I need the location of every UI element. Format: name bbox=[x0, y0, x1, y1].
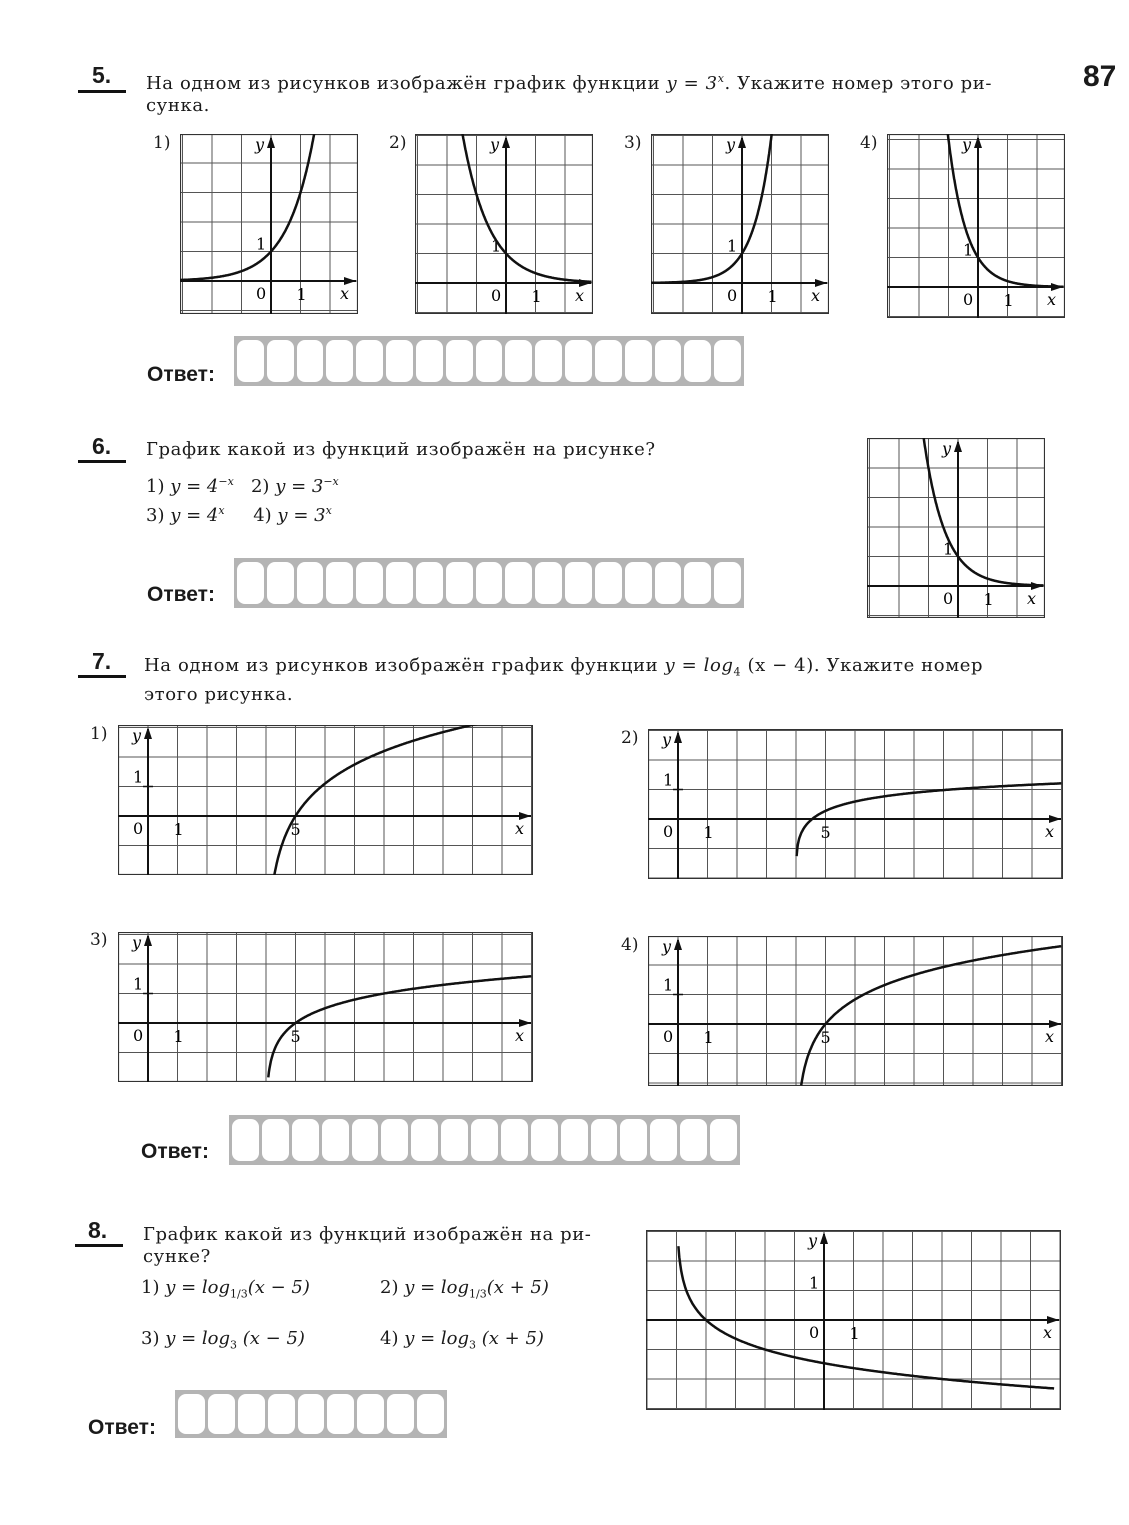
function-curve bbox=[678, 1246, 1054, 1388]
x-axis-label: x bbox=[515, 819, 525, 838]
task7-option-4-label: 4) bbox=[621, 935, 639, 955]
answer-cell[interactable] bbox=[326, 562, 353, 604]
answer-cell[interactable] bbox=[416, 340, 443, 382]
task5-number-underline bbox=[78, 90, 126, 93]
task5-graph-1 bbox=[180, 134, 358, 314]
x-one-label: 1 bbox=[296, 285, 307, 304]
answer-cell[interactable] bbox=[387, 1394, 414, 1434]
graph-frame bbox=[888, 135, 1065, 318]
function-curve bbox=[801, 946, 1061, 1085]
task8-option-2: 2) $y = \log_{1/3}(x + 5)$ bbox=[380, 1277, 549, 1301]
function-curve bbox=[274, 725, 481, 875]
task5-option-2-label: 2) bbox=[389, 133, 407, 153]
answer-cell[interactable] bbox=[650, 1119, 677, 1161]
y-arrow bbox=[144, 934, 152, 946]
task5-option-3-label: 3) bbox=[624, 133, 642, 153]
origin-label: 0 bbox=[663, 822, 674, 841]
task5-graph-2 bbox=[415, 134, 593, 314]
function-curve bbox=[948, 134, 1064, 287]
y-one-label: 1 bbox=[256, 234, 267, 254]
answer-cell[interactable] bbox=[446, 562, 473, 604]
y-axis-label: y bbox=[132, 933, 142, 952]
y-axis-label: y bbox=[942, 439, 952, 458]
x-one-label: 1 bbox=[173, 820, 184, 839]
answer-cell[interactable] bbox=[411, 1119, 438, 1161]
answer-cell[interactable] bbox=[655, 340, 682, 382]
answer-cell[interactable] bbox=[625, 340, 652, 382]
answer-cell[interactable] bbox=[714, 340, 741, 382]
answer-cell[interactable] bbox=[620, 1119, 647, 1161]
x-axis-label: x bbox=[1045, 822, 1055, 841]
y-axis-label: y bbox=[662, 937, 672, 956]
answer-cell[interactable] bbox=[535, 340, 562, 382]
answer-cell[interactable] bbox=[326, 340, 353, 382]
task7-answer-field[interactable] bbox=[229, 1115, 740, 1165]
answer-cell[interactable] bbox=[356, 562, 383, 604]
answer-cell[interactable] bbox=[505, 340, 532, 382]
x-one-label: 1 bbox=[767, 287, 778, 306]
y-one-label: 1 bbox=[663, 975, 674, 995]
origin-label: 0 bbox=[491, 286, 502, 305]
y-one-label: 1 bbox=[943, 539, 954, 559]
answer-cell[interactable] bbox=[625, 562, 652, 604]
x-axis-label: x bbox=[1043, 1323, 1053, 1342]
x-axis-label: x bbox=[340, 284, 350, 303]
function-curve bbox=[180, 134, 314, 280]
answer-cell[interactable] bbox=[386, 340, 413, 382]
origin-label: 0 bbox=[943, 589, 954, 608]
origin-label: 0 bbox=[256, 284, 267, 303]
origin-label: 0 bbox=[133, 819, 144, 838]
answer-cell[interactable] bbox=[416, 562, 443, 604]
task6-question: График какой из функций изображён на рисунке? bbox=[146, 439, 656, 460]
answer-cell[interactable] bbox=[561, 1119, 588, 1161]
task8-number-underline bbox=[75, 1244, 123, 1247]
task5-option-1-label: 1) bbox=[153, 133, 171, 153]
x-one-label: 1 bbox=[173, 1027, 184, 1046]
task5-answer-label: Ответ: bbox=[147, 363, 215, 386]
task5-option-4-label: 4) bbox=[860, 133, 878, 153]
x-five-label: 5 bbox=[290, 820, 301, 839]
task7-graph-1 bbox=[118, 725, 533, 875]
task5-graph-4 bbox=[887, 134, 1065, 318]
task7-graph-4 bbox=[648, 936, 1063, 1086]
task7-text: На одном из рисунков изображён график функции $y = \log_4 (x - 4)$. Укажите номер этого рисунка. bbox=[144, 655, 984, 705]
origin-label: 0 bbox=[809, 1323, 820, 1342]
graph-frame bbox=[181, 135, 358, 314]
answer-cell[interactable] bbox=[684, 562, 711, 604]
answer-cell[interactable] bbox=[298, 1394, 325, 1434]
graph-frame bbox=[868, 439, 1045, 618]
task8-text: График какой из функций изображён на ри- сунке? bbox=[143, 1224, 592, 1267]
answer-cell[interactable] bbox=[262, 1119, 289, 1161]
task7-number: 7. bbox=[92, 648, 112, 674]
y-arrow bbox=[674, 938, 682, 950]
task6-options bbox=[146, 470, 339, 528]
task7-option-3-label: 3) bbox=[90, 930, 108, 950]
task6-option-3: 3) $y = 4^x$ bbox=[146, 504, 225, 526]
page-number: 87 bbox=[1083, 60, 1117, 93]
answer-cell[interactable] bbox=[655, 562, 682, 604]
y-axis-label: y bbox=[255, 135, 265, 154]
task7-answer-label: Ответ: bbox=[141, 1140, 209, 1163]
y-one-label: 1 bbox=[963, 240, 974, 260]
task7-graph-3 bbox=[118, 932, 533, 1082]
task8-option-3: 3) $y = \log_3 (x - 5)$ bbox=[141, 1328, 305, 1352]
answer-cell[interactable] bbox=[476, 340, 503, 382]
task6-number: 6. bbox=[92, 433, 112, 459]
task8-option-1: 1) $y = \log_{1/3}(x - 5)$ bbox=[141, 1277, 310, 1301]
task5-number: 5. bbox=[92, 62, 112, 88]
answer-cell[interactable] bbox=[595, 340, 622, 382]
x-five-label: 5 bbox=[290, 1027, 301, 1046]
y-arrow bbox=[267, 136, 275, 148]
y-axis-label: y bbox=[962, 135, 972, 154]
answer-cell[interactable] bbox=[267, 562, 294, 604]
y-axis-label: y bbox=[490, 135, 500, 154]
y-one-label: 1 bbox=[809, 1273, 820, 1293]
origin-label: 0 bbox=[963, 290, 974, 309]
task6-answer-field[interactable] bbox=[234, 558, 744, 608]
answer-cell[interactable] bbox=[710, 1119, 737, 1161]
function-curve bbox=[463, 134, 592, 282]
y-axis-label: y bbox=[808, 1231, 818, 1250]
answer-cell[interactable] bbox=[237, 562, 264, 604]
task8-option-4: 4) $y = \log_3 (x + 5)$ bbox=[380, 1328, 544, 1352]
answer-cell[interactable] bbox=[505, 562, 532, 604]
answer-cell[interactable] bbox=[352, 1119, 379, 1161]
answer-cell[interactable] bbox=[714, 562, 741, 604]
task6-option-1: 1) $y = 4^{-x}$ bbox=[146, 475, 234, 497]
task8-answer-label: Ответ: bbox=[88, 1416, 156, 1439]
y-arrow bbox=[820, 1232, 828, 1244]
y-one-label: 1 bbox=[133, 974, 144, 994]
answer-cell[interactable] bbox=[267, 340, 294, 382]
task7-option-2-label: 2) bbox=[621, 728, 639, 748]
answer-cell[interactable] bbox=[322, 1119, 349, 1161]
answer-cell[interactable] bbox=[535, 562, 562, 604]
function-curve bbox=[651, 134, 772, 283]
y-arrow bbox=[974, 136, 982, 148]
x-one-label: 1 bbox=[983, 590, 994, 609]
x-axis-label: x bbox=[1047, 290, 1057, 309]
answer-cell[interactable] bbox=[232, 1119, 259, 1161]
y-one-label: 1 bbox=[727, 236, 738, 256]
task7-graph-2 bbox=[648, 729, 1063, 879]
y-one-label: 1 bbox=[133, 767, 144, 787]
answer-cell[interactable] bbox=[476, 562, 503, 604]
task5-graph-3 bbox=[651, 134, 829, 314]
answer-cell[interactable] bbox=[471, 1119, 498, 1161]
x-one-label: 1 bbox=[531, 287, 542, 306]
answer-cell[interactable] bbox=[595, 562, 622, 604]
y-arrow bbox=[674, 731, 682, 743]
answer-cell[interactable] bbox=[417, 1394, 444, 1434]
x-one-label: 1 bbox=[703, 1028, 714, 1047]
task6-answer-label: Ответ: bbox=[147, 583, 215, 606]
origin-label: 0 bbox=[133, 1026, 144, 1045]
x-one-label: 1 bbox=[703, 823, 714, 842]
origin-label: 0 bbox=[663, 1027, 674, 1046]
answer-cell[interactable] bbox=[327, 1394, 354, 1434]
answer-cell[interactable] bbox=[381, 1119, 408, 1161]
x-five-label: 5 bbox=[820, 1028, 831, 1047]
answer-cell[interactable] bbox=[386, 562, 413, 604]
answer-cell[interactable] bbox=[591, 1119, 618, 1161]
y-arrow bbox=[954, 440, 962, 452]
y-axis-label: y bbox=[726, 135, 736, 154]
answer-cell[interactable] bbox=[501, 1119, 528, 1161]
answer-cell[interactable] bbox=[531, 1119, 558, 1161]
y-axis-label: y bbox=[132, 726, 142, 745]
task6-option-4: 4) $y = 3^x$ bbox=[253, 504, 332, 526]
x-one-label: 1 bbox=[1003, 291, 1014, 310]
answer-cell[interactable] bbox=[441, 1119, 468, 1161]
answer-cell[interactable] bbox=[237, 340, 264, 382]
answer-cell[interactable] bbox=[238, 1394, 265, 1434]
task6-option-2: 2) $y = 3^{-x}$ bbox=[250, 475, 339, 497]
answer-cell[interactable] bbox=[208, 1394, 235, 1434]
y-one-label: 1 bbox=[491, 236, 502, 256]
task5-answer-field[interactable] bbox=[234, 336, 744, 386]
task6-number-underline bbox=[78, 460, 126, 463]
x-five-label: 5 bbox=[820, 823, 831, 842]
answer-cell[interactable] bbox=[297, 340, 324, 382]
origin-label: 0 bbox=[727, 286, 738, 305]
x-axis-label: x bbox=[811, 286, 821, 305]
x-one-label: 1 bbox=[849, 1324, 860, 1343]
function-curve bbox=[268, 976, 531, 1077]
task8-graph bbox=[646, 1230, 1061, 1410]
answer-cell[interactable] bbox=[268, 1394, 295, 1434]
answer-cell[interactable] bbox=[297, 562, 324, 604]
x-axis-label: x bbox=[575, 286, 585, 305]
task8-number: 8. bbox=[88, 1217, 108, 1243]
answer-cell[interactable] bbox=[565, 562, 592, 604]
y-one-label: 1 bbox=[663, 770, 674, 790]
y-arrow bbox=[144, 727, 152, 739]
y-arrow bbox=[502, 136, 510, 148]
answer-cell[interactable] bbox=[357, 1394, 384, 1434]
answer-cell[interactable] bbox=[684, 340, 711, 382]
answer-cell[interactable] bbox=[178, 1394, 205, 1434]
y-arrow bbox=[738, 136, 746, 148]
task7-option-1-label: 1) bbox=[90, 724, 108, 744]
answer-cell[interactable] bbox=[680, 1119, 707, 1161]
task5-text: На одном из рисунков изображён график функции $y = 3^x$. Укажите номер этого ри- сунка. bbox=[146, 72, 993, 116]
x-axis-label: x bbox=[1045, 1027, 1055, 1046]
x-axis-label: x bbox=[1027, 589, 1037, 608]
function-curve bbox=[924, 438, 1044, 586]
answer-cell[interactable] bbox=[356, 340, 383, 382]
answer-cell[interactable] bbox=[446, 340, 473, 382]
y-axis-label: y bbox=[662, 730, 672, 749]
answer-cell[interactable] bbox=[292, 1119, 319, 1161]
x-axis-label: x bbox=[515, 1026, 525, 1045]
task7-number-underline bbox=[78, 675, 126, 678]
task8-answer-field[interactable] bbox=[175, 1390, 447, 1438]
task6-graph bbox=[867, 438, 1045, 618]
answer-cell[interactable] bbox=[565, 340, 592, 382]
